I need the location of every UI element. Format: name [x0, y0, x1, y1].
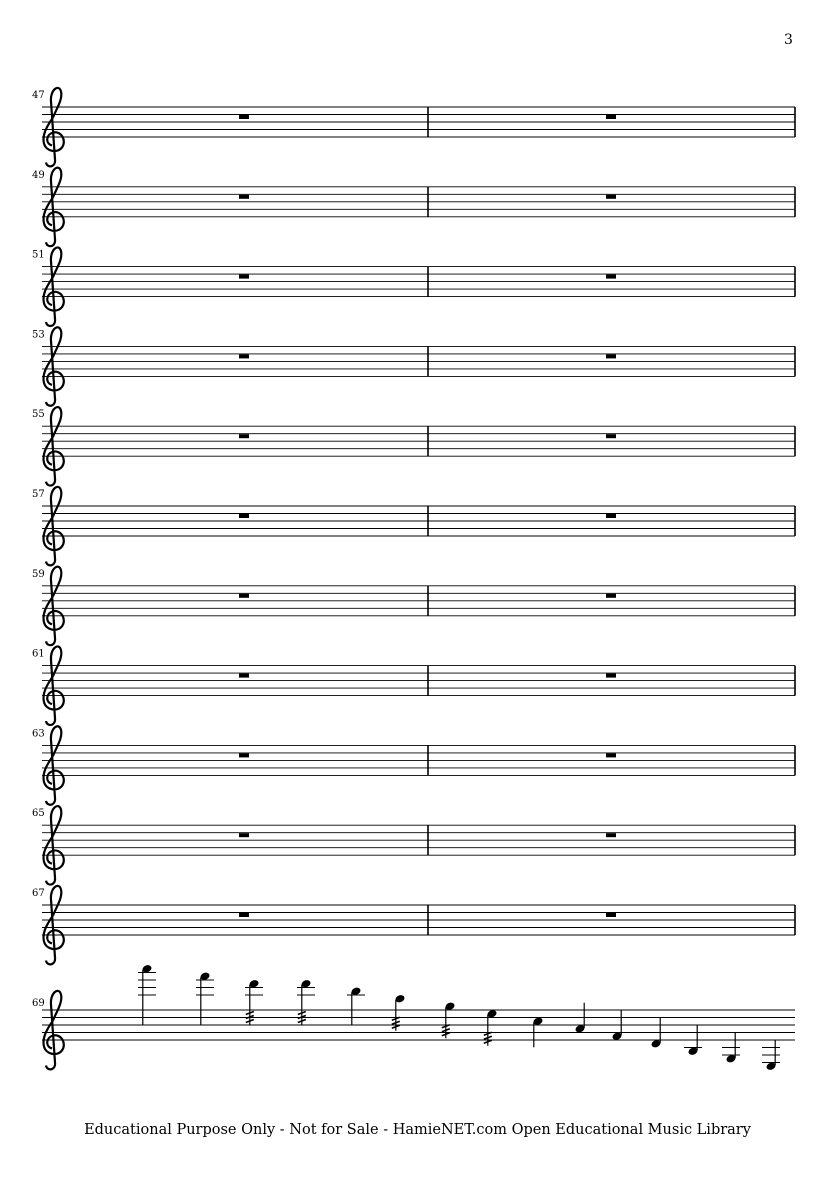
staff-system: [32, 806, 795, 884]
measure-number: 49: [32, 169, 45, 181]
treble-clef: [43, 726, 63, 804]
whole-rest: [606, 434, 616, 438]
treble-clef: [43, 327, 63, 405]
whole-rest: [239, 833, 249, 837]
staff-system: [32, 567, 795, 645]
note: [533, 1016, 544, 1047]
staff-system: [32, 487, 795, 565]
note: [575, 1003, 586, 1034]
measure-number: 59: [32, 568, 45, 580]
staff-system: [32, 964, 795, 1071]
treble-clef: [43, 407, 63, 485]
staff-system: [32, 247, 795, 325]
whole-rest: [606, 833, 616, 837]
note: [762, 1040, 780, 1071]
whole-rest: [606, 514, 616, 518]
treble-clef: [43, 806, 63, 884]
whole-rest: [606, 115, 616, 119]
measure-number: 53: [32, 329, 45, 341]
measure-number: 69: [32, 998, 45, 1009]
staff-system: [32, 407, 795, 485]
treble-clef: [43, 247, 63, 325]
measure-number: 63: [32, 728, 45, 740]
note: [347, 986, 365, 1025]
whole-rest: [239, 913, 249, 917]
treble-clef: [43, 168, 63, 246]
measure-number: 51: [32, 249, 45, 261]
whole-rest: [606, 753, 616, 757]
whole-rest: [239, 195, 249, 199]
staff-system: [32, 646, 795, 724]
whole-rest: [239, 275, 249, 279]
note: [196, 971, 214, 1025]
whole-rest: [239, 354, 249, 358]
staff-system: [32, 886, 795, 964]
staff-system: [32, 168, 795, 246]
note: [297, 979, 315, 1025]
staff-system: [32, 88, 795, 166]
note: [612, 1010, 623, 1041]
note: [138, 964, 156, 1025]
whole-rest: [606, 674, 616, 678]
treble-clef: [43, 646, 63, 724]
whole-rest: [239, 594, 249, 598]
treble-clef: [43, 991, 63, 1069]
measure-number: 57: [32, 489, 45, 500]
treble-clef: [43, 487, 63, 565]
measure-number: 55: [32, 409, 45, 421]
treble-clef: [43, 567, 63, 645]
measure-number: 65: [32, 808, 45, 820]
whole-rest: [239, 434, 249, 438]
whole-rest: [606, 354, 616, 358]
measure-number: 47: [32, 90, 45, 101]
note: [684, 1025, 702, 1056]
page-number: 3: [784, 32, 793, 48]
staff-system: [32, 327, 795, 405]
whole-rest: [606, 913, 616, 917]
measure-number: 67: [32, 888, 45, 899]
whole-rest: [239, 115, 249, 119]
measure-number: 61: [32, 648, 45, 660]
treble-clef: [43, 88, 63, 166]
whole-rest: [239, 514, 249, 518]
note: [651, 1018, 662, 1049]
whole-rest: [606, 195, 616, 199]
whole-rest: [606, 275, 616, 279]
footer-text: Educational Purpose Only - Not for Sale - HamieNET.com Open Educational Music Library: [84, 1122, 751, 1138]
whole-rest: [239, 674, 249, 678]
staff-system: [32, 726, 795, 804]
whole-rest: [606, 594, 616, 598]
note: [722, 1033, 740, 1064]
note: [245, 979, 263, 1025]
treble-clef: [43, 886, 63, 964]
whole-rest: [239, 753, 249, 757]
